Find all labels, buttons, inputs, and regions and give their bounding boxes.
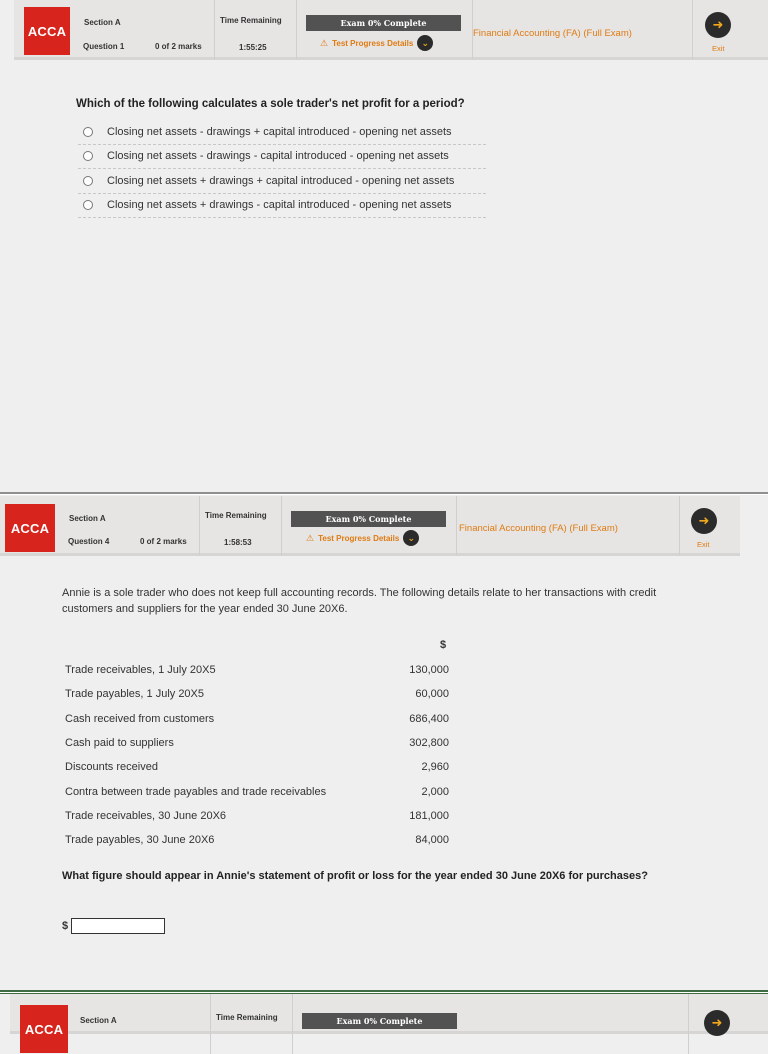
exam-screen-question-4	[0, 496, 768, 990]
amount-column-header: $	[440, 639, 447, 651]
answer-options	[78, 120, 486, 218]
exit-button[interactable]	[705, 12, 731, 38]
answer-option[interactable]	[78, 194, 486, 219]
table-row	[65, 779, 449, 803]
header-divider	[292, 994, 293, 1054]
course-title: Financial Accounting (FA) (Full Exam)	[473, 28, 632, 39]
exam-header	[10, 994, 768, 1037]
table-row	[65, 682, 449, 706]
time-remaining-label: Time Remaining	[216, 1013, 278, 1022]
radio-button[interactable]	[83, 151, 93, 161]
radio-button[interactable]	[83, 200, 93, 210]
test-progress-details-link[interactable]	[306, 530, 419, 546]
table-row	[65, 731, 449, 755]
marks-label: 0 of 2 marks	[140, 537, 187, 546]
answer-option[interactable]	[78, 120, 486, 145]
option-label: Closing net assets - drawings - capital introduced - opening net assets	[107, 150, 449, 163]
header-divider	[210, 994, 211, 1054]
exit-icon: ➜	[711, 1015, 723, 1030]
radio-button[interactable]	[83, 176, 93, 186]
header-divider	[281, 496, 282, 556]
exam-header	[0, 496, 740, 556]
table-row	[65, 828, 449, 852]
exam-progress-label: Exam 0% Complete	[340, 18, 427, 28]
section-label: Section A	[80, 1016, 117, 1025]
answer-input[interactable]	[71, 918, 165, 934]
answer-field-group	[62, 918, 165, 934]
time-remaining-value: 1:58:53	[224, 538, 252, 547]
exit-icon: ➜	[712, 17, 724, 32]
exam-progress-label: Exam 0% Complete	[336, 1016, 423, 1026]
exam-screen-question-1	[0, 0, 768, 492]
row-value: 686,400	[409, 712, 449, 725]
time-remaining-label: Time Remaining	[220, 16, 282, 25]
data-table	[65, 658, 449, 852]
radio-button[interactable]	[83, 127, 93, 137]
acca-logo: ACCA	[24, 7, 70, 55]
row-label: Trade payables, 1 July 20X5	[65, 688, 205, 701]
row-value: 2,960	[421, 761, 449, 774]
table-row	[65, 658, 449, 682]
header-divider	[214, 0, 215, 60]
exam-screen-partial	[0, 994, 768, 1037]
warning-icon: ⚠	[320, 37, 329, 48]
section-label: Section A	[69, 514, 106, 523]
header-divider	[692, 0, 693, 60]
test-progress-details-label: Test Progress Details	[318, 533, 400, 543]
section-label: Section A	[84, 18, 121, 27]
question-intro: Annie is a sole trader who does not keep full accounting records. The following details relate to her transactions with credit customers and suppliers for the year ended 30 June 20X6.	[62, 587, 657, 615]
row-value: 130,000	[409, 664, 449, 677]
screenshot-separator	[0, 492, 768, 495]
test-progress-details-label: Test Progress Details	[332, 38, 414, 48]
exam-progress-label: Exam 0% Complete	[325, 514, 412, 524]
acca-logo: ACCA	[5, 504, 55, 552]
question-text: What figure should appear in Annie's statement of profit or loss for the year ended 30 June 20X6 for purchases?	[62, 870, 648, 882]
option-label: Closing net assets + drawings - capital introduced - opening net assets	[107, 199, 452, 212]
row-label: Trade receivables, 30 June 20X6	[65, 809, 227, 822]
option-label: Closing net assets - drawings + capital introduced - opening net assets	[107, 125, 452, 138]
time-remaining-label: Time Remaining	[205, 511, 267, 520]
answer-option[interactable]	[78, 169, 486, 194]
table-row	[65, 707, 449, 731]
row-label: Cash received from customers	[65, 712, 215, 725]
row-value: 181,000	[409, 809, 449, 822]
question-label: Question 4	[68, 537, 110, 546]
row-label: Trade receivables, 1 July 20X5	[65, 664, 216, 677]
row-label: Contra between trade payables and trade receivables	[65, 785, 327, 798]
exit-button[interactable]	[691, 508, 717, 534]
exam-header	[14, 0, 768, 60]
exam-progress-bar	[306, 15, 461, 31]
currency-prefix: $	[62, 920, 69, 932]
table-row	[65, 804, 449, 828]
row-value: 2,000	[421, 785, 449, 798]
header-divider	[296, 0, 297, 60]
exit-button[interactable]	[704, 1010, 730, 1036]
marks-label: 0 of 2 marks	[155, 42, 202, 51]
chevron-down-icon[interactable]: ⌄	[417, 35, 433, 51]
option-label: Closing net assets + drawings + capital introduced - opening net assets	[107, 174, 455, 187]
answer-option[interactable]	[78, 145, 486, 170]
chevron-down-icon[interactable]: ⌄	[403, 530, 419, 546]
header-divider	[456, 496, 457, 556]
course-title: Financial Accounting (FA) (Full Exam)	[459, 523, 618, 534]
header-divider	[688, 994, 689, 1054]
exam-progress-bar	[291, 511, 446, 527]
acca-logo: ACCA	[20, 1005, 68, 1053]
time-remaining-value: 1:55:25	[239, 43, 267, 52]
exam-progress-bar	[302, 1013, 457, 1029]
header-divider	[199, 496, 200, 556]
question-label: Question 1	[83, 42, 125, 51]
exit-icon: ➜	[698, 513, 710, 528]
row-value: 84,000	[415, 834, 449, 847]
warning-icon: ⚠	[306, 532, 315, 543]
row-value: 302,800	[409, 737, 449, 750]
row-label: Discounts received	[65, 761, 158, 774]
test-progress-details-link[interactable]	[320, 35, 433, 51]
question-text: Which of the following calculates a sole trader's net profit for a period?	[76, 98, 465, 110]
exit-label[interactable]: Exit	[697, 540, 710, 549]
exit-label[interactable]: Exit	[712, 44, 725, 53]
row-label: Cash paid to suppliers	[65, 737, 174, 750]
table-row	[65, 755, 449, 779]
row-value: 60,000	[415, 688, 449, 701]
header-divider	[679, 496, 680, 556]
row-label: Trade payables, 30 June 20X6	[65, 834, 215, 847]
